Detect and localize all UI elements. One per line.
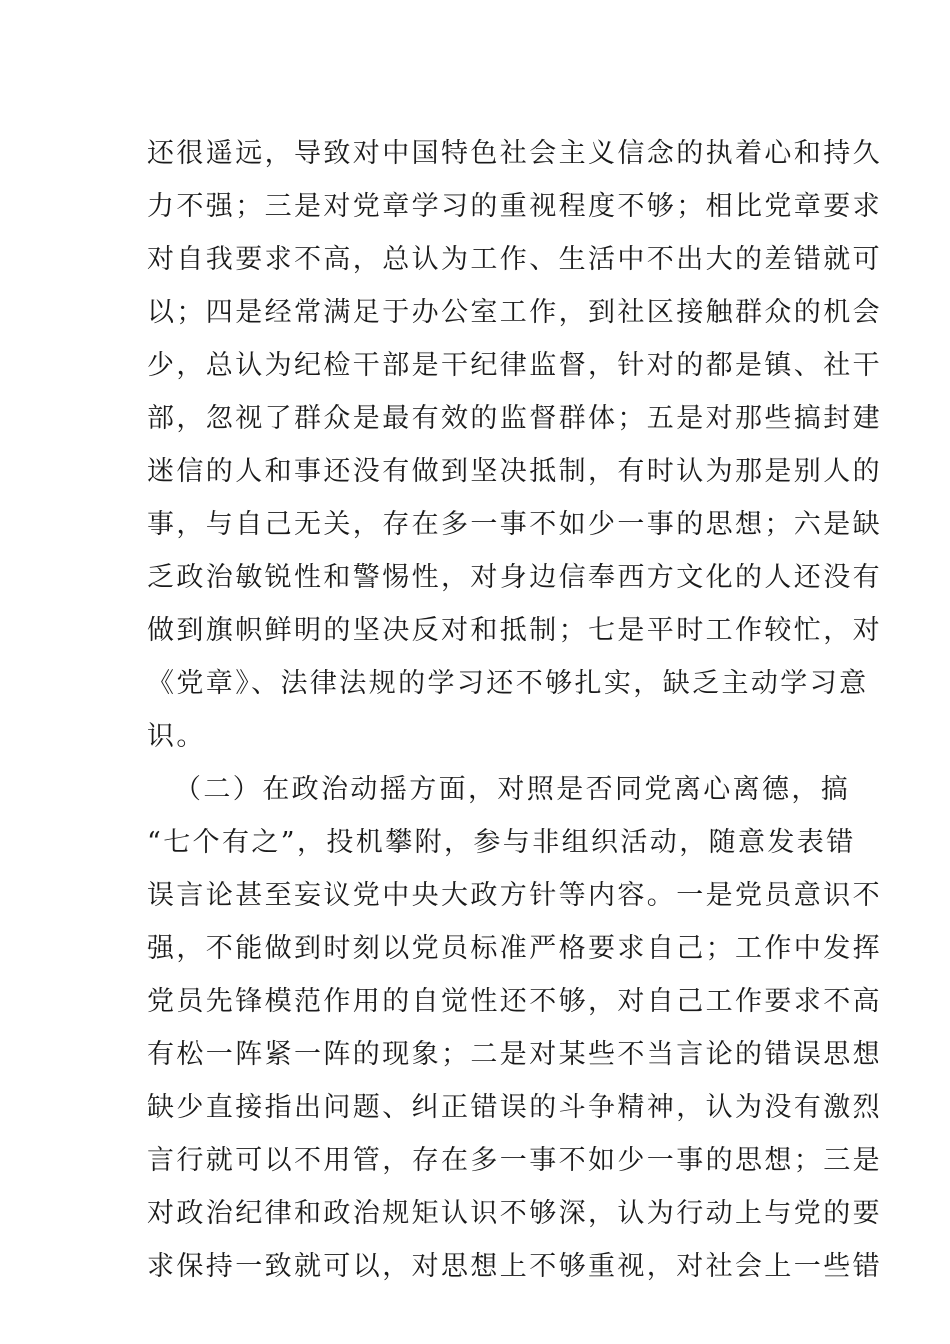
- text-line: 部，忽视了群众是最有效的监督群体；五是对那些搞封建: [147, 403, 882, 434]
- text-line: 乏政治敏锐性和警惕性，对身边信奉西方文化的人还没有: [147, 562, 882, 593]
- text-line: 少，总认为纪检干部是干纪律监督，针对的都是镇、社干: [147, 350, 882, 381]
- body-text: [147, 127, 882, 1293]
- text-line: 力不强；三是对党章学习的重视程度不够；相比党章要求: [147, 191, 882, 222]
- text-line: 做到旗帜鲜明的坚决反对和抵制；七是平时工作较忙，对: [147, 615, 882, 646]
- text-line: 迷信的人和事还没有做到坚决抵制，有时认为那是别人的: [147, 456, 882, 487]
- text-line: 党员先锋模范作用的自觉性还不够，对自己工作要求不高: [147, 986, 882, 1017]
- text-line: 缺少直接指出问题、纠正错误的斗争精神，认为没有激烈: [147, 1092, 882, 1123]
- text-line: 以；四是经常满足于办公室工作，到社区接触群众的机会: [147, 297, 882, 328]
- text-line: 对政治纪律和政治规矩认识不够深，认为行动上与党的要: [147, 1198, 882, 1229]
- text-line: “七个有之”，投机攀附，参与非组织活动，随意发表错: [147, 827, 856, 858]
- text-line: 强，不能做到时刻以党员标准严格要求自己；工作中发挥: [147, 933, 882, 964]
- text-line: 还很遥远，导致对中国特色社会主义信念的执着心和持久: [147, 138, 882, 169]
- text-line: 求保持一致就可以，对思想上不够重视，对社会上一些错: [147, 1251, 882, 1282]
- text-line: 识。: [147, 721, 206, 752]
- text-line: 对自我要求不高，总认为工作、生活中不出大的差错就可: [147, 244, 882, 275]
- text-line: 《党章》、法律法规的学习还不够扎实，缺乏主动学习意: [147, 668, 869, 699]
- text-line: 事，与自己无关，存在多一事不如少一事的思想；六是缺: [147, 509, 882, 540]
- text-line: 有松一阵紧一阵的现象；二是对某些不当言论的错误思想: [147, 1039, 882, 1070]
- text-line: 误言论甚至妄议党中央大政方针等内容。一是党员意识不: [147, 880, 882, 911]
- section-heading-line: （二）在政治动摇方面，对照是否同党离心离德，搞: [174, 774, 851, 805]
- text-line: 言行就可以不用管，存在多一事不如少一事的思想；三是: [147, 1145, 882, 1176]
